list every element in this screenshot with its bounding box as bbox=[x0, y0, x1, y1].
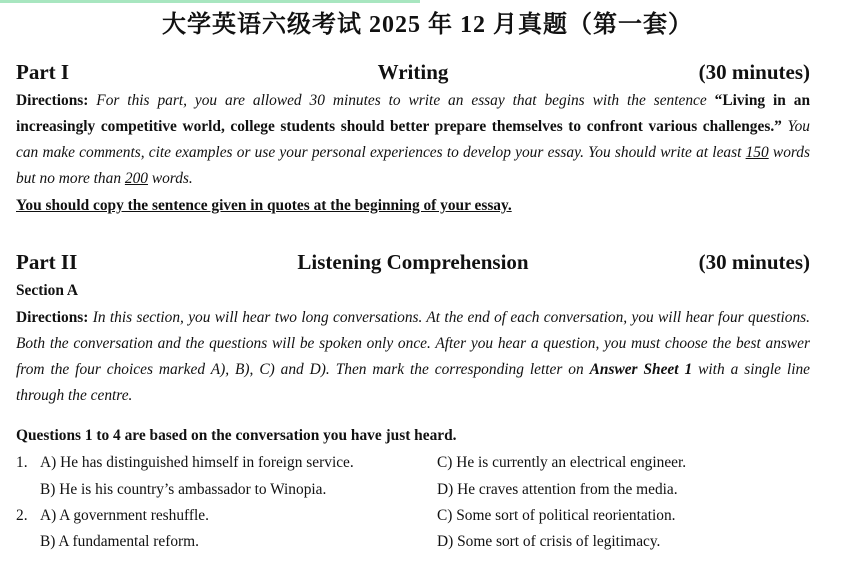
page-title: 大学英语六级考试 2025 年 12 月真题（第一套） bbox=[162, 12, 693, 38]
question-option: D) He craves attention from the media. bbox=[437, 481, 678, 498]
part2-directions-label: Directions: bbox=[16, 309, 89, 326]
part2-name: Listening Comprehension bbox=[297, 250, 529, 274]
top-accent-bar bbox=[0, 0, 420, 3]
question-number: 2. bbox=[16, 507, 28, 524]
part2-dir-text-b: with a single line through the centre. bbox=[16, 361, 810, 404]
part2-dir-text-a: In this section, you will hear two long conversations. At the end of each conversation, you will hear four questions. Both the conversation and the questions will be spoken only once. After you hear a question, you must choose the best answer from the four choices marked A), B), C) and D). Then mark the corresponding letter on bbox=[16, 309, 810, 378]
part1-time: (30 minutes) bbox=[698, 60, 810, 84]
part2-header bbox=[16, 250, 810, 276]
part1-dir-text-c: words but no more than bbox=[16, 144, 810, 187]
question-option: A) A government reshuffle. bbox=[40, 507, 209, 524]
part1-label: Part I bbox=[16, 60, 70, 84]
part2-label: Part II bbox=[16, 250, 78, 274]
question-option: C) He is currently an electrical engineer. bbox=[437, 454, 687, 471]
part1-dir-text-b: You can make comments, cite examples or use your personal experiences to develop your essay. You should write at least bbox=[16, 118, 811, 161]
question-option: B) A fundamental reform. bbox=[40, 533, 199, 550]
part1-header bbox=[16, 60, 810, 86]
part2-directions bbox=[16, 305, 810, 409]
part1-name: Writing bbox=[377, 60, 449, 84]
answer-sheet-ref: Answer Sheet 1 bbox=[589, 361, 693, 378]
question-option: C) Some sort of political reorientation. bbox=[437, 507, 676, 524]
part1-copy-note: You should copy the sentence given in quotes at the beginning of your essay. bbox=[16, 197, 512, 214]
questions-heading: Questions 1 to 4 are based on the conversation you have just heard. bbox=[16, 427, 457, 444]
part1-dir-text-d: words. bbox=[147, 170, 193, 187]
section-a-heading: Section A bbox=[16, 282, 78, 299]
question-number: 1. bbox=[16, 454, 28, 471]
question-option: B) He is his country’s ambassador to Winopia. bbox=[40, 481, 327, 498]
question-option: D) Some sort of crisis of legitimacy. bbox=[437, 533, 661, 550]
part1-max-words: 200 bbox=[124, 170, 148, 187]
part1-directions bbox=[16, 88, 810, 192]
part2-time: (30 minutes) bbox=[698, 250, 810, 274]
part1-dir-text-a: For this part, you are allowed 30 minutes to write an essay that begins with the sentence bbox=[88, 92, 715, 109]
part1-dir-quote: “Living in an increasingly competitive world, college students should better prepare themselves to confront various challenges.” bbox=[16, 92, 811, 135]
question-option: A) He has distinguished himself in foreign service. bbox=[40, 454, 354, 471]
part1-min-words: 150 bbox=[745, 144, 769, 161]
part1-directions-label: Directions: bbox=[16, 92, 89, 109]
